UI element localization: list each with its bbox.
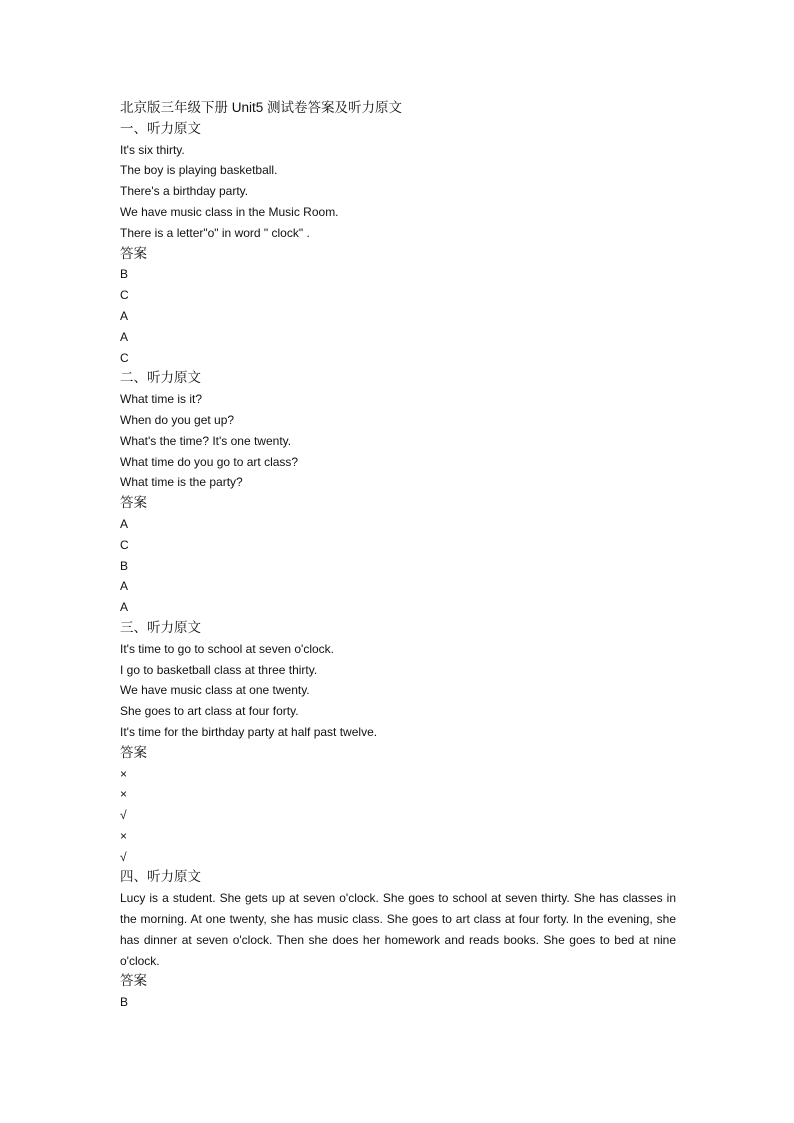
transcript-line: It's time to go to school at seven o'clock. <box>120 641 335 656</box>
answer-item: A <box>120 600 129 615</box>
transcript-line: What time is it? <box>120 392 203 407</box>
answer-item: C <box>120 350 129 365</box>
transcript-line: We have music class in the Music Room. <box>120 204 339 219</box>
answer-label: 答案 <box>120 744 147 760</box>
transcript-line: When do you get up? <box>120 412 235 427</box>
answer-item: C <box>120 537 129 552</box>
transcript-line: We have music class at one twenty. <box>120 683 310 698</box>
answer-item: √ <box>120 849 127 864</box>
transcript-line: What's the time? It's one twenty. <box>120 433 292 448</box>
transcript-paragraph: Lucy is a student. She gets up at seven o'clock. She goes to school at seven thirty. She has classes in the morning. At one twenty, she has music class. She goes to art class at four forty. In the evening, she has dinner at seven o'clock. Then she does her homework and reads books. She goes to bed at nine o'clock. <box>120 891 676 968</box>
section-heading: 一、听力原文 <box>120 120 201 136</box>
transcript-line: There's a birthday party. <box>120 184 249 199</box>
answer-item: A <box>120 329 129 344</box>
document-page <box>120 98 676 1013</box>
transcript-line: There is a letter"o" in word " clock" . <box>120 225 310 240</box>
answer-label: 答案 <box>120 245 147 261</box>
section-heading: 四、听力原文 <box>120 869 201 885</box>
answer-item: × <box>120 787 128 802</box>
transcript-line: The boy is playing basketball. <box>120 163 278 178</box>
answer-item: × <box>120 828 128 843</box>
transcript-line: What time is the party? <box>120 475 243 490</box>
transcript-line: It's six thirty. <box>120 142 185 157</box>
answer-item: A <box>120 308 129 323</box>
transcript-line: What time do you go to art class? <box>120 454 299 469</box>
answer-item: B <box>120 558 129 573</box>
answer-item: A <box>120 579 129 594</box>
section-2 <box>120 368 676 618</box>
section-heading: 三、听力原文 <box>120 619 201 635</box>
section-heading: 二、听力原文 <box>120 370 201 386</box>
answer-item: A <box>120 516 129 531</box>
answer-item: B <box>120 995 129 1010</box>
answer-item: × <box>120 766 128 781</box>
answer-item: √ <box>120 808 127 823</box>
answer-item: C <box>120 288 129 303</box>
transcript-line: It's time for the birthday party at half past twelve. <box>120 724 378 739</box>
transcript-line: I go to basketball class at three thirty. <box>120 662 318 677</box>
document-title: 北京版三年级下册 Unit5 测试卷答案及听力原文 <box>120 100 403 115</box>
answer-label: 答案 <box>120 495 147 511</box>
answer-item: B <box>120 267 129 282</box>
section-1 <box>120 119 676 369</box>
answer-label: 答案 <box>120 973 147 989</box>
section-4 <box>120 867 676 1013</box>
section-3 <box>120 618 676 868</box>
transcript-line: She goes to art class at four forty. <box>120 704 299 719</box>
